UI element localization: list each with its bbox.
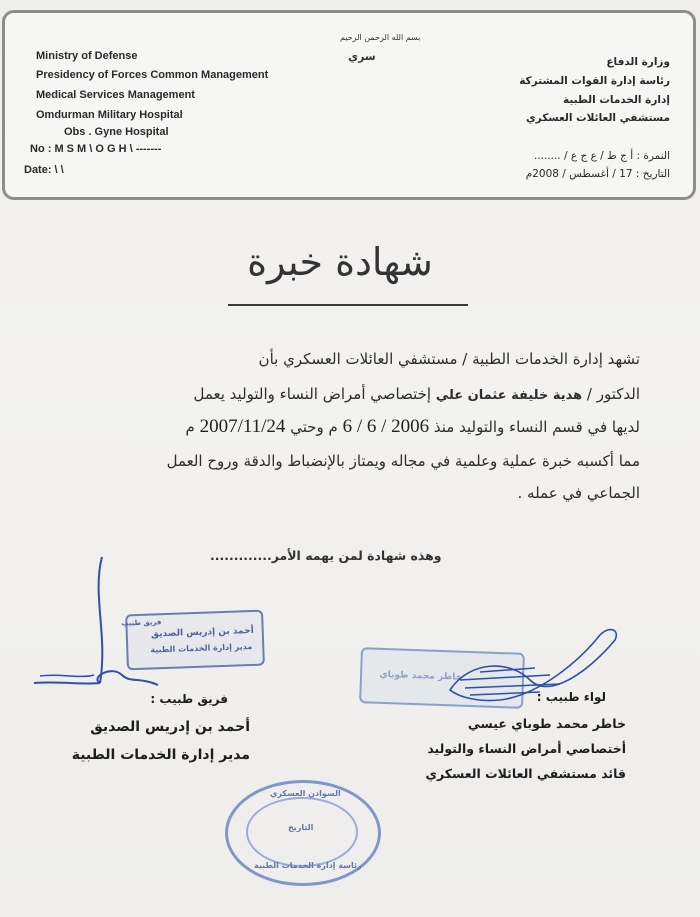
ar-ministry: وزارة الدفاع [606, 56, 670, 68]
left-rect-stamp: فريق طبيب أحمد بن إدريس الصديق مدير إدارة الخدمات الطبية [125, 610, 265, 671]
body-line-1: تشهد إدارة الخدمات الطبية / مستشفي العائلات العسكري بأن [258, 350, 640, 368]
en-hospital: Omdurman Military Hospital [36, 109, 183, 121]
en-presidency: Presidency of Forces Common Management [36, 69, 269, 81]
end-date: 2007/11/24 [199, 416, 286, 437]
classification-label: سري [348, 50, 376, 63]
round-official-stamp: السوادن العسكري التاريخ رئاسة إدارة الخدمات الطبية [225, 780, 381, 886]
left-signatory-position: مدير إدارة الخدمات الطبية [71, 747, 250, 763]
body-line-5: الجماعي في عمله . [517, 484, 640, 502]
ar-medical-services: إدارة الخدمات الطبية [562, 94, 670, 106]
right-rect-stamp: خاطر محمد طوباي [359, 647, 525, 709]
body-line-2 [193, 385, 640, 403]
ar-presidency: رئاسة إدارة القوات المشتركة [519, 75, 670, 87]
doctor-specialty: إختصاصي أمراض النساء والتوليد يعمل [193, 385, 436, 403]
ar-hospital: مستشفي العائلات العسكري [526, 112, 670, 124]
closing-phrase: وهذه شهادة لمن يهمه الأمر............. [210, 548, 442, 563]
en-ref-no: No : M S M \ O G H \ ------- [30, 143, 162, 155]
ar-ref-no: النمرة : أ ج ط / ع ج ع / ........ [533, 150, 670, 162]
doctor-name: هدية خليفة عثمان علي [435, 388, 583, 403]
document-title: شهادة خبرة [247, 240, 433, 284]
body-line-4: مما أكسبه خبرة عملية وعلمية في مجاله ويمتاز بالإنضباط والدقة وروح العمل [166, 452, 640, 470]
en-department: Obs . Gyne Hospital [64, 126, 169, 138]
doctor-prefix: الدكتور / [582, 385, 640, 403]
right-signatory-command: قائد مستشفي العائلات العسكري [425, 766, 626, 781]
right-signature [440, 620, 630, 720]
start-date: 6 / 6 / 2006 [342, 416, 430, 437]
right-signatory-rank: لواء طبيب : [536, 690, 606, 704]
en-date: Date: \ \ [24, 164, 64, 176]
en-ministry: Ministry of Defense [36, 50, 138, 62]
basmala: بسم الله الرحمن الرحيم [340, 33, 421, 42]
right-signatory-name: خاطر محمد طوباي عيسي [467, 716, 626, 731]
body-line-3: لديها في قسم النساء والتوليد منذ 6 / 6 / 2006 م وحتي 2007/11/24 م [185, 416, 640, 437]
left-signatory-rank: فريق طبيب : [150, 692, 228, 706]
title-underline [228, 304, 468, 306]
left-signatory-name: أحمد بن إدريس الصديق [90, 719, 250, 735]
right-signatory-position: أختصاصي أمراض النساء والتوليد [427, 741, 626, 756]
en-medical-services: Medical Services Management [36, 89, 195, 101]
ar-date: التاريخ : 17 / أغسطس / 2008م [525, 168, 670, 180]
left-signature [30, 555, 170, 695]
